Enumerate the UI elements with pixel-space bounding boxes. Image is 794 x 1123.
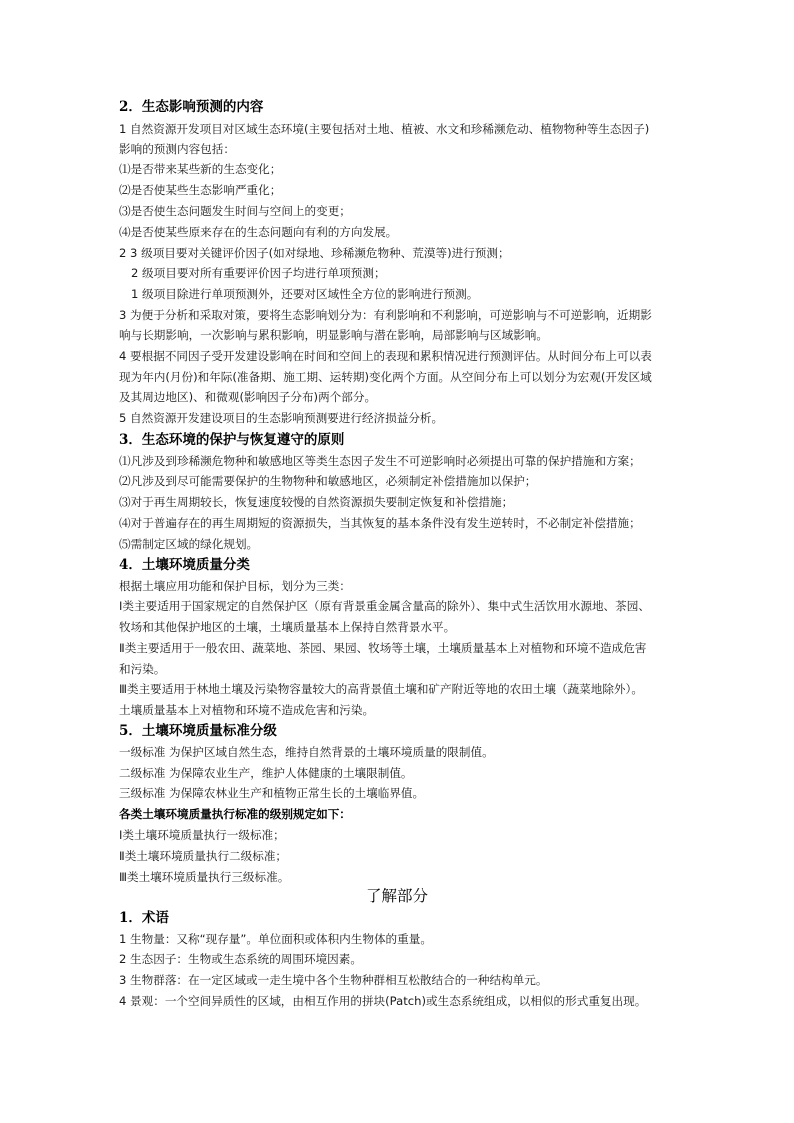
text-line: 1 自然资源开发项目对区域生态环境(主要包括对土地、植被、水文和珍稀濒危动、植物物种等生态因子): [119, 122, 650, 136]
text-line: 二级标准 为保障农业生产，维护人体健康的土壤限制值。: [119, 766, 413, 780]
text-line: Ⅰ类主要适用于国家规定的自然保护区（原有背景重金属含量高的除外）、集中式生活饮用水源地、茶园、: [119, 599, 650, 613]
text-line: 2 3 级项目要对关键评价因子(如对绿地、珍稀濒危物种、荒漠等)进行预测；: [119, 246, 510, 260]
text-line: 4 要根据不同因子受开发建设影响在时间和空间上的表现和累积情况进行预测评估。从时间分布上可以表: [119, 349, 652, 363]
text-line: ⑵是否使某些生态影响严重化；: [119, 183, 282, 197]
text-line: Ⅲ类主要适用于林地土壤及污染物容量较大的高背景值土壤和矿产附近等地的农田土壤（蔬菜地除外）。: [119, 682, 643, 696]
section-5-subheading: 各类土壤环境质量执行标准的级别规定如下：: [119, 807, 351, 821]
text-line: 4 景观：一个空间异质性的区域，由相互作用的拼块(Patch)或生态系统组成，以相似的形式重复出现。: [119, 994, 647, 1008]
text-line: 及其周边地区)、和微观(影响因子分布)两个部分。: [119, 390, 377, 404]
text-line: 3 为便于分析和采取对策，要将生态影响划分为：有利影响和不利影响，可逆影响与不可逆影响，近期影: [119, 308, 652, 322]
text-line: 2 级项目要对所有重要评价因子均进行单项预测；: [131, 266, 386, 280]
text-line: 牧场和其他保护地区的土壤，土壤质量基本上保持自然背景水平。: [119, 620, 456, 634]
text-line: ⑶是否使生态问题发生时间与空间上的变更；: [119, 204, 351, 218]
text-line: ⑷是否使某些原来存在的生态问题向有利的方向发展。: [119, 225, 398, 239]
text-line: 1 级项目除进行单项预测外，还要对区域性全方位的影响进行预测。: [131, 287, 479, 301]
section-3-heading: 3．生态环境的保护与恢复遵守的原则: [119, 432, 345, 448]
text-line: 2 生态因子：生物或生态系统的周围环境因素。: [119, 952, 362, 966]
text-line: ⑸需制定区域的绿化规划。: [119, 537, 259, 551]
text-line: 3 生物群落：在一定区域或一走生境中各个生物种群相互松散结合的一种结构单元。: [119, 973, 548, 987]
section-4-heading: 4．土壤环境质量分类: [119, 557, 250, 573]
part-title: 了解部分: [365, 887, 428, 905]
text-line: 影响的预测内容包括：: [119, 142, 235, 156]
text-line: 现为年内(月份)和年际(准备期、施工期、运转期)变化两个方面。从空间分布上可以划分为宏观(开发区域: [119, 370, 652, 384]
section-5-heading: 5．土壤环境质量标准分级: [119, 723, 277, 739]
text-line: 根据土壤应用功能和保护目标，划分为三类：: [119, 579, 351, 593]
text-line: 三级标准 为保障农林业生产和植物正常生长的土壤临界值。: [119, 786, 425, 800]
text-line: 5 自然资源开发建设项目的生态影响预测要进行经济损益分析。: [119, 411, 444, 425]
text-line: 1 生物量：又称“现存量”。单位面积或体积内生物体的重量。: [119, 932, 432, 946]
terms-heading: 1．术语: [119, 910, 169, 926]
section-2-heading: 2．生态影响预测的内容: [119, 99, 264, 115]
text-line: 一级标准 为保护区域自然生态，维持自然背景的土壤环境质量的限制值。: [119, 745, 494, 759]
text-line: Ⅰ类土壤环境质量执行一级标准；: [119, 828, 285, 842]
text-line: 土壤质量基本上对植物和环境不造成危害和污染。: [119, 703, 375, 717]
text-line: 和污染。: [119, 662, 166, 676]
text-line: Ⅲ类土壤环境质量执行三级标准。: [119, 870, 290, 884]
text-line: Ⅱ类土壤环境质量执行二级标准；: [119, 849, 288, 863]
text-line: ⑶对于再生周期较长，恢复速度较慢的自然资源损失要制定恢复和补偿措施；: [119, 495, 514, 509]
text-line: 响与长期影响，一次影响与累积影响，明显影响与潜在影响，局部影响与区域影响。: [119, 328, 548, 342]
text-line: ⑴凡涉及到珍稀濒危物种和敏感地区等类生态因子发生不可逆影响时必须提出可靠的保护措施和方案；: [119, 454, 641, 468]
text-line: ⑷对于普遍存在的再生周期短的资源损失，当其恢复的基本条件没有发生逆转时，不必制定补偿措施；: [119, 516, 641, 530]
text-line: Ⅱ类主要适用于一般农田、蔬菜地、茶园、果园、牧场等土壤，土壤质量基本上对植物和环境不造成危害: [119, 641, 647, 655]
text-line: ⑵凡涉及到尽可能需要保护的生物物种和敏感地区，必须制定补偿措施加以保护；: [119, 474, 537, 488]
text-line: ⑴是否带来某些新的生态变化；: [119, 162, 282, 176]
